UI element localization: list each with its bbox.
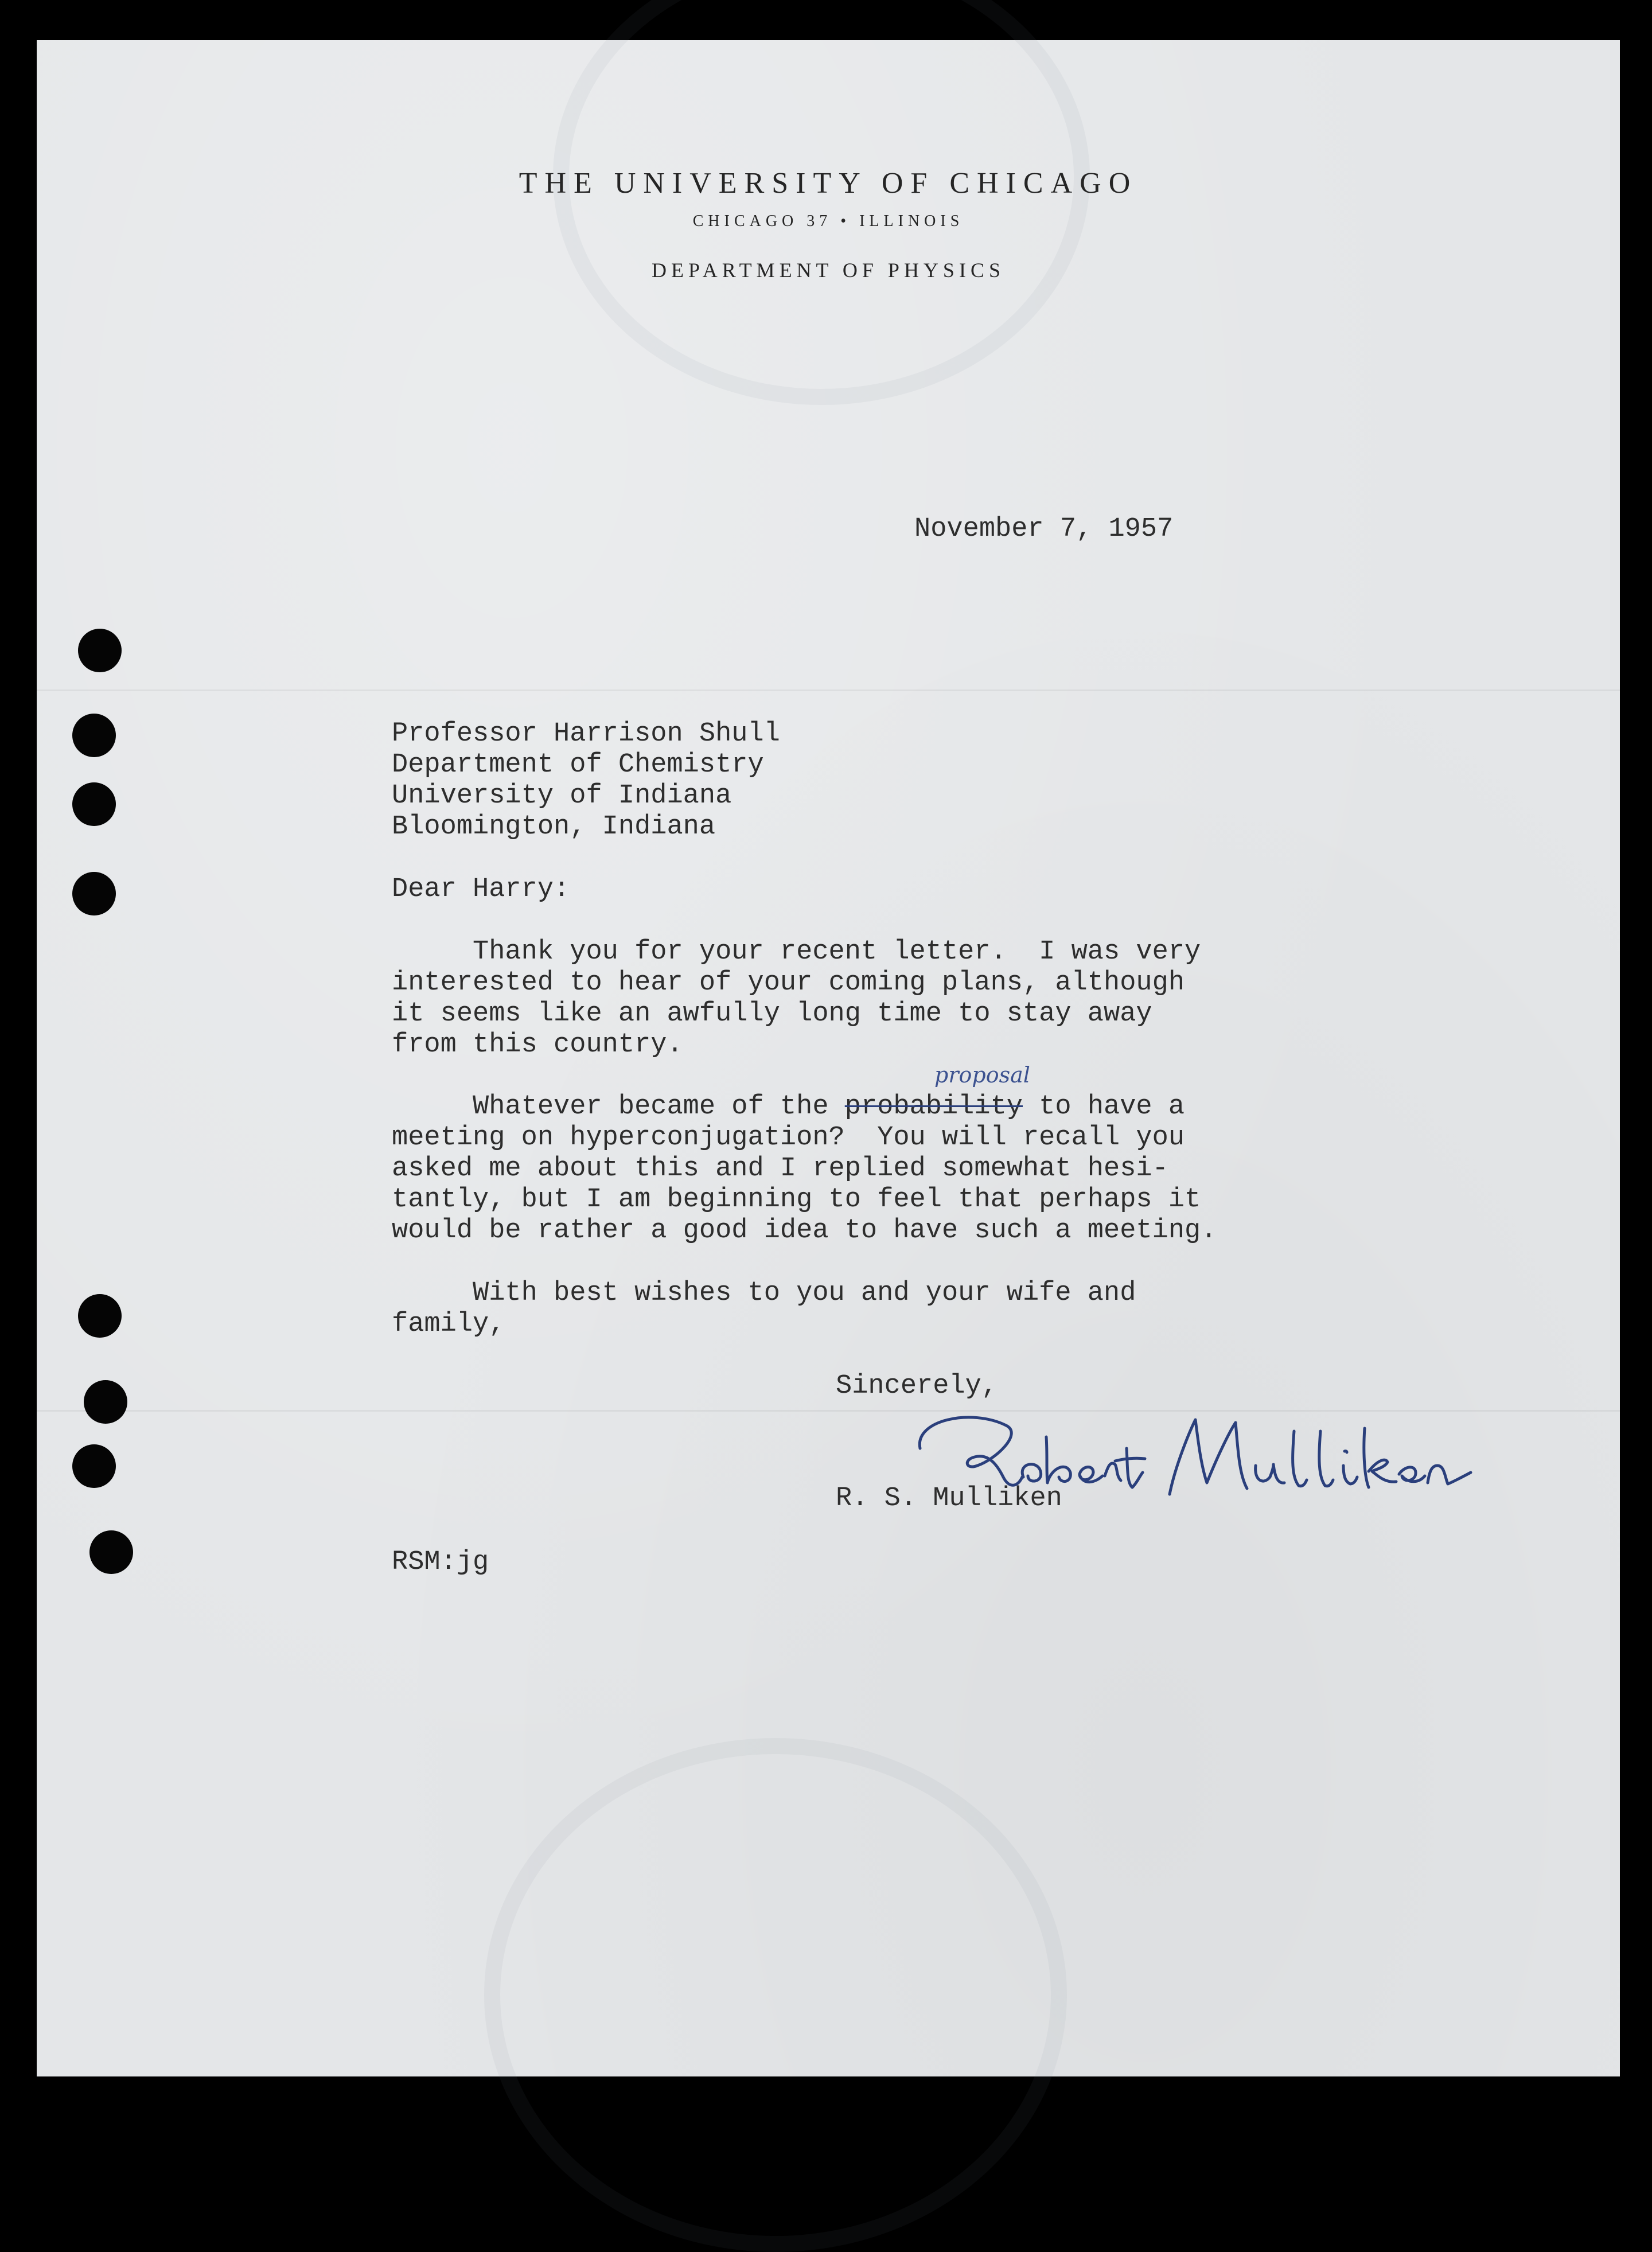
punch-hole-1 <box>78 629 122 672</box>
paragraph-1-line-1: Thank you for your recent letter. I was very <box>392 937 1201 967</box>
embossed-seal-bottom <box>484 1738 1067 2252</box>
paragraph-2-line-4: tantly, but I am beginning to feel that perhaps it <box>392 1185 1201 1215</box>
embossed-seal-top <box>553 0 1090 405</box>
letterhead-institution: THE UNIVERSITY OF CHICAGO <box>519 167 1138 200</box>
punch-hole-5 <box>78 1294 122 1338</box>
recipient-line-4: Bloomington, Indiana <box>392 812 716 842</box>
paragraph-2-line-3: asked me about this and I replied somewhat hesi- <box>392 1154 1168 1184</box>
salutation: Dear Harry: <box>392 874 570 905</box>
paragraph-2-line-1-after: to have a <box>1023 1092 1185 1122</box>
paragraph-2-line-1 <box>392 1092 1185 1123</box>
paragraph-3-line-2: family, <box>392 1309 505 1339</box>
recipient-name: Professor Harrison Shull <box>392 719 780 749</box>
letterhead-city: CHICAGO 37 • ILLINOIS <box>692 212 964 230</box>
paragraph-2-line-5: would be rather a good idea to have such a meeting. <box>392 1215 1217 1246</box>
recipient-line-3: University of Indiana <box>392 781 732 811</box>
signer-name: R. S. Mulliken <box>836 1483 1062 1514</box>
punch-hole-6 <box>84 1380 127 1424</box>
struck-word: probability <box>844 1092 1023 1122</box>
paragraph-2-line-2: meeting on hyperconjugation? You will recall you <box>392 1123 1185 1153</box>
paragraph-3-line-1: With best wishes to you and your wife and <box>392 1278 1136 1308</box>
fold-crease-upper <box>37 689 1620 691</box>
paragraph-1-line-2: interested to hear of your coming plans, although <box>392 968 1185 998</box>
punch-hole-7 <box>72 1444 116 1488</box>
paragraph-2-line-1-before: Whatever became of the <box>392 1092 845 1122</box>
letter-date: November 7, 1957 <box>914 514 1174 544</box>
punch-hole-2 <box>72 714 116 757</box>
punch-hole-3 <box>72 782 116 826</box>
letter-page <box>37 40 1620 2076</box>
punch-hole-4 <box>72 872 116 915</box>
letterhead-department: DEPARTMENT OF PHYSICS <box>652 259 1005 282</box>
punch-hole-8 <box>89 1530 133 1574</box>
typist-initials: RSM:jg <box>392 1547 489 1577</box>
recipient-line-2: Department of Chemistry <box>392 750 764 780</box>
paragraph-1-line-3: it seems like an awfully long time to stay away <box>392 999 1152 1029</box>
handwritten-correction: proposal <box>934 1062 1030 1088</box>
closing: Sincerely, <box>836 1371 998 1401</box>
paragraph-1-line-4: from this country. <box>392 1030 683 1060</box>
